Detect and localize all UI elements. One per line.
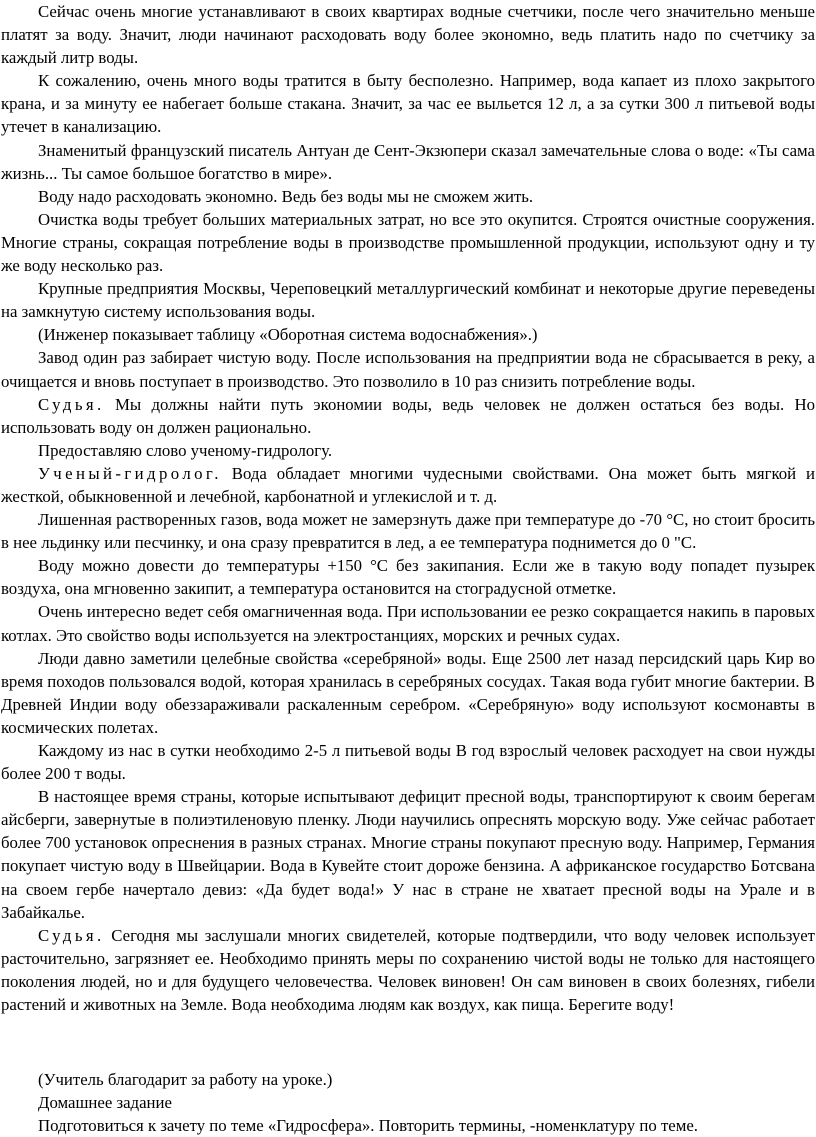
paragraph-text: Знаменитый французский писатель Антуан де Сент-Экзюпери сказал замечательные слова о воде: «Ты сама жизнь... Ты самое большое богатство в мире».	[1, 140, 815, 183]
paragraph	[1, 346, 815, 392]
paragraph	[1, 277, 815, 323]
paragraph-text: Мы должны найти путь экономии воды, ведь человек не должен остаться без воды. Но использовать воду он должен рационально.	[1, 394, 815, 437]
paragraph	[1, 139, 815, 185]
paragraph-text: Очистка воды требует больших материальных затрат, но все это окупится. Строятся очистные сооружения. Многие страны, сокращая потребление воды в производстве промышленной продукции, используют одну и ту же воду несколько раз.	[1, 209, 815, 276]
paragraph-text: Сегодня мы заслушали многих свидетелей, которые подтвердили, что воду человек использует расточительно, загрязняет ее. Необходимо принять меры по сохранению чистой воды не только для настоящего поколения людей, но и для будущего человечества. Человек виновен! Он сам виновен в своих болезнях, гибели растений и животных на Земле. Вода необходима людям как воздух, как пища. Берегите воду!	[1, 925, 815, 1015]
paragraph-text: В настоящее время страны, которые испытывают дефицит пресной воды, транспортируют к своим берегам айсберги, завернутые в полиэтиленовую пленку. Люди научились опреснять морскую воду. Уже сейчас работает более 700 установок опреснения в разных странах. Многие страны покупают пресную воду. Например, Германия покупает чистую воду в Швейцарии. Вода в Кувейте стоит дороже бензина. А африканское государство Ботсвана на своем гербе начертало девиз: «Да будет вода!» У нас в стране не хватает пресной воды на Урале и в Забайкалье.	[1, 787, 815, 922]
speaker-label: Судья.	[38, 925, 105, 945]
stage-direction	[1, 323, 815, 346]
paragraph	[1, 69, 815, 138]
paragraph	[1, 208, 815, 277]
paragraph	[1, 554, 815, 600]
paragraph	[1, 647, 815, 739]
closing-notes	[1, 1068, 815, 1137]
paragraph	[1, 185, 815, 208]
paragraph-text: (Инженер показывает таблицу «Оборотная система водоснабжения».)	[38, 325, 538, 345]
paragraph	[1, 439, 815, 462]
speaker-paragraph	[1, 393, 815, 439]
speaker-label: Судья.	[38, 394, 105, 414]
paragraph-text: Очень интересно ведет себя омагниченная вода. При использовании ее резко сокращается накипь в паровых котлах. Это свойство воды используется на электростанциях, морских и речных судах.	[1, 602, 815, 645]
paragraph-text: Люди давно заметили целебные свойства «серебряной» воды. Еще 2500 лет назад персидский царь Кир во время походов пользовался водой, которая хранилась в серебряных сосудах. Такая вода губит многие бактерии. В Древней Индии воду обеззараживали раскаленным серебром. «Серебряную» воду используют космонавты в космических полетах.	[1, 648, 815, 737]
closing-line: (Учитель благодарит за работу на уроке.)	[38, 1070, 333, 1090]
speaker-paragraph	[1, 924, 815, 1016]
paragraph	[1, 508, 815, 554]
paragraph-text: Воду надо расходовать экономно. Ведь без воды мы не сможем жить.	[38, 186, 534, 206]
blank-space	[1, 1016, 815, 1068]
paragraph-text: Лишенная растворенных газов, вода может не замерзнуть даже при температуре до -70 °С, но стоит бросить в нее льдинку или песчинку, и она сразу превратится в лед, а ее температура поднимется до 0 "С.	[1, 510, 815, 553]
paragraph	[1, 785, 815, 924]
paragraph-text: Вода обладает многими чудесными свойствами. Она может быть мягкой и жесткой, обыкновенной и лечебной, карбонатной и углекислой и т. д.	[1, 463, 815, 506]
paragraph	[1, 739, 815, 785]
paragraph-text: Крупные предприятия Москвы, Череповецкий металлургический комбинат и некоторые другие переведены на замкнутую систему использования воды.	[1, 279, 815, 322]
paragraph-text: Сейчас очень многие устанавливают в своих квартирах водные счетчики, после чего значительно меньше платят за воду. Значит, люди начинают расходовать воду более экономно, ведь платить надо по счетчику за каждый литр воды.	[1, 2, 815, 68]
paragraph-text: Каждому из нас в сутки необходимо 2-5 л питьевой воды В год взрослый человек расходует на свои нужды более 200 т воды.	[1, 741, 815, 784]
speaker-paragraph	[1, 462, 815, 508]
document-body	[1, 0, 815, 1137]
homework-heading: Домашнее задание	[38, 1093, 172, 1113]
paragraph-text: К сожалению, очень много воды тратится в быту бесполезно. Например, вода капает из плохо закрытого крана, и за минуту ее набегает больше стакана. Значит, за час ее выльется 12 л, а за сутки 300 л питьевой воды утечет в канализацию.	[1, 71, 815, 137]
paragraph-text: Воду можно довести до температуры +150 °С без закипания. Если же в такую воду попадет пузырек воздуха, она мгновенно закипит, а температура остановится на стоградусной отметке.	[1, 556, 815, 599]
paragraph	[1, 600, 815, 646]
paragraph	[1, 0, 815, 69]
paragraph-text: Предоставляю слово ученому-гидрологу.	[38, 440, 333, 460]
speaker-label: Ученый-гидролог.	[38, 463, 222, 483]
homework-task: Подготовиться к зачету по теме «Гидросфера». Повторить термины, -номенклатуру по теме.	[38, 1116, 699, 1136]
paragraph-text: Завод один раз забирает чистую воду. После использования на предприятии вода не сбрасывается в реку, а очищается и вновь поступает в производство. Это позволило в 10 раз снизить потребление воды.	[1, 348, 815, 391]
